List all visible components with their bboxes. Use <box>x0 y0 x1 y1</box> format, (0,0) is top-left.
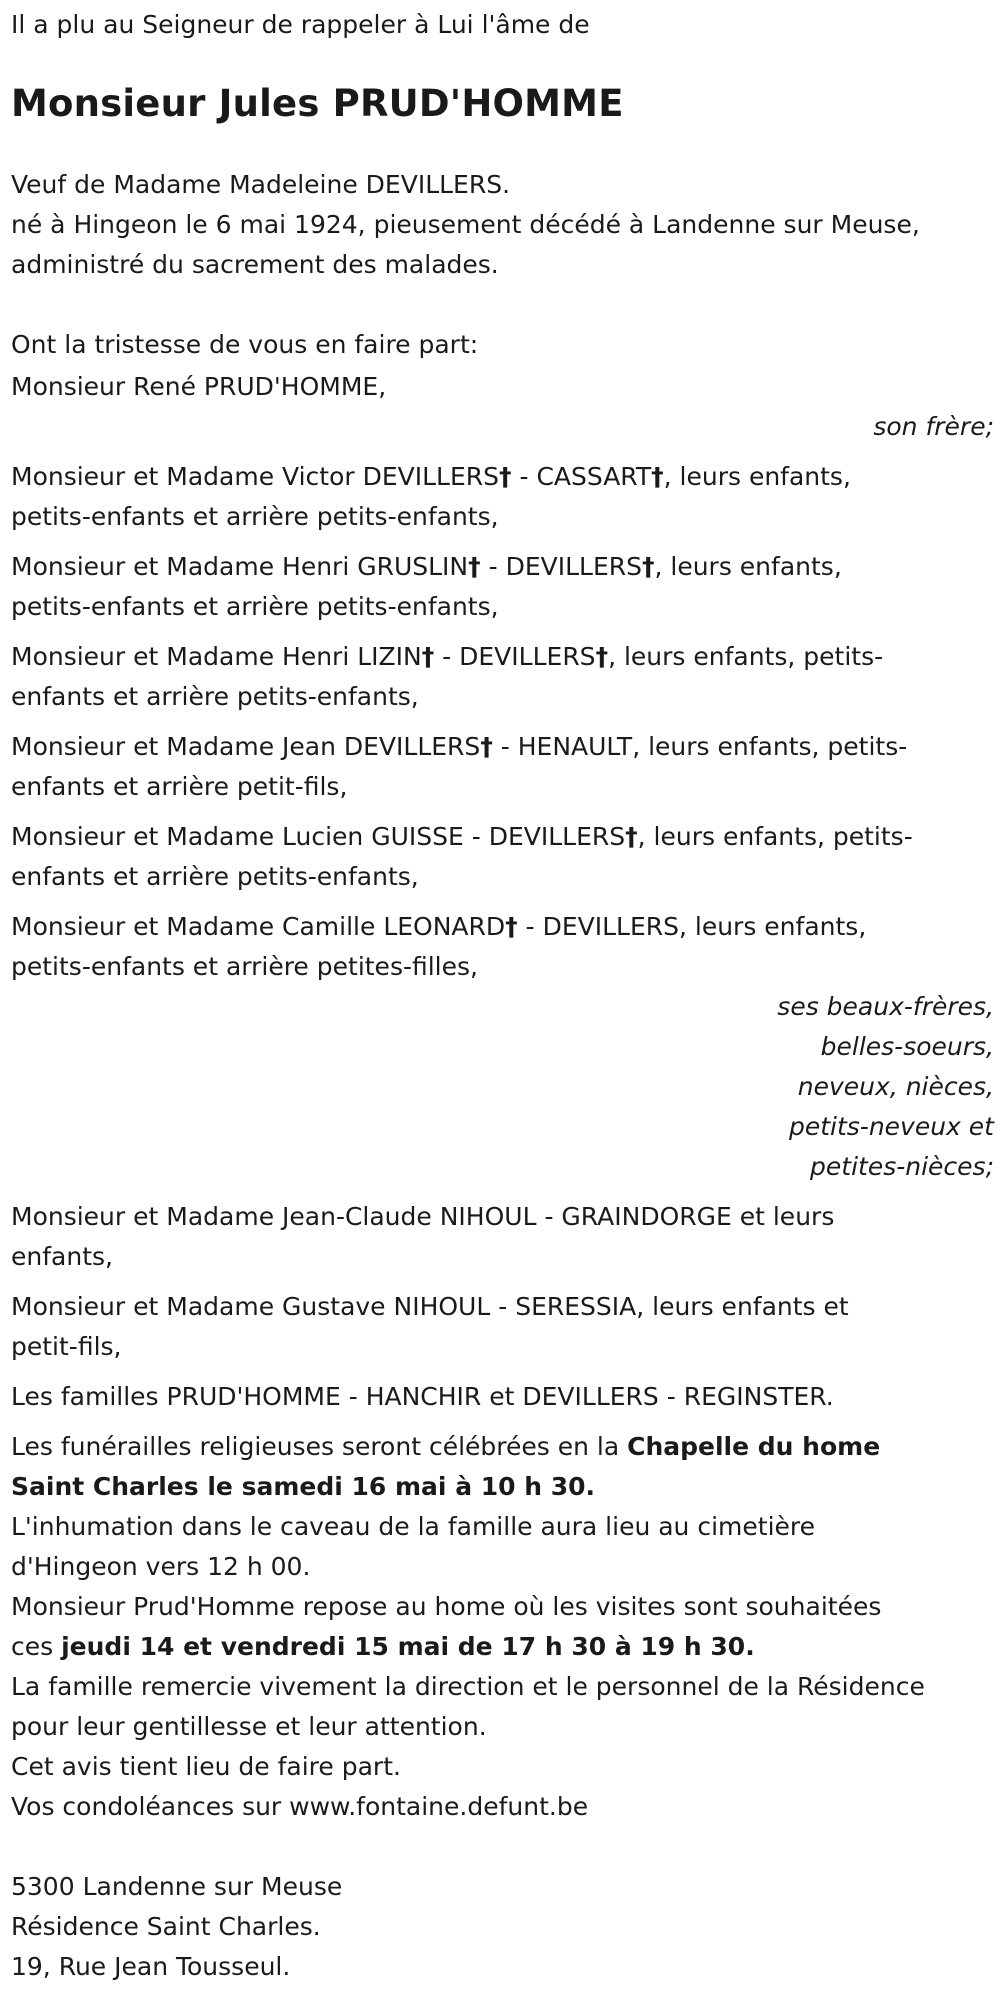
inlaw-entry <box>11 547 996 627</box>
family-entry <box>11 1377 996 1417</box>
brother-name: Monsieur René PRUD'HOMME, <box>11 372 387 401</box>
inlaw-husband: Monsieur et Madame Camille LEONARD <box>11 912 506 941</box>
inlaw-line <box>11 637 996 677</box>
funeral-line: La famille remercie vivement la direction et le personnel de la Résidence <box>11 1672 925 1701</box>
brother-entry <box>11 367 996 447</box>
inlaw-line: petits-enfants et arrière petits-enfants, <box>11 592 499 621</box>
separator: - <box>480 552 506 581</box>
funeral-line: L'inhumation dans le caveau de la famille aura lieu au cimetière <box>11 1512 816 1541</box>
inlaw-line <box>11 907 996 947</box>
deceased-cross-icon: † <box>641 552 655 581</box>
inlaw-entry <box>11 907 996 987</box>
inlaw-wife: DEVILLERS <box>488 822 626 851</box>
relation-line: belles-soeurs, <box>820 1032 994 1061</box>
inlaw-husband: Monsieur et Madame Henri GRUSLIN <box>11 552 469 581</box>
inlaw-wife: DEVILLERS <box>459 642 596 671</box>
relation-line: petits-neveux et <box>788 1112 994 1141</box>
inlaw-husband: Monsieur et Madame Henri LIZIN <box>11 642 422 671</box>
relation-line: petites-nièces; <box>810 1152 994 1181</box>
inlaw-line: enfants et arrière petits-enfants, <box>11 682 419 711</box>
separator: - <box>463 822 489 851</box>
family-entry <box>11 1197 996 1277</box>
inlaw-rest: , leurs enfants, petits- <box>637 822 913 851</box>
inlaws-relation <box>11 987 996 1187</box>
chapel-name: Chapelle du home <box>627 1432 881 1461</box>
deceased-cross-icon: † <box>499 462 512 491</box>
bio-block <box>11 165 996 285</box>
funeral-line <box>11 1427 996 1467</box>
deceased-cross-icon: † <box>421 642 435 671</box>
funeral-line: pour leur gentillesse et leur attention. <box>11 1712 487 1741</box>
inlaw-rest: , leurs enfants, <box>654 552 842 581</box>
family-line: Monsieur et Madame Jean-Claude NIHOUL - GRAINDORGE et leurs <box>11 1202 835 1231</box>
funeral-line <box>11 1627 996 1667</box>
separator: - <box>517 912 543 941</box>
condolences-line: Vos condoléances sur www.fontaine.defunt.be <box>11 1792 589 1821</box>
inlaw-rest: , leurs enfants, <box>663 462 851 491</box>
obituary-notice <box>11 0 996 1987</box>
announce-text: Ont la tristesse de vous en faire part: <box>11 330 479 359</box>
separator: - <box>434 642 460 671</box>
inlaw-entry <box>11 457 996 537</box>
funeral-date: Saint Charles le samedi 16 mai à 10 h 30. <box>11 1472 596 1501</box>
address-line: 5300 Landenne sur Meuse <box>11 1872 343 1901</box>
address-line: Résidence Saint Charles. <box>11 1912 321 1941</box>
deceased-cross-icon: † <box>625 822 638 851</box>
bio-line: Veuf de Madame Madeleine DEVILLERS. <box>11 170 511 199</box>
bio-line: né à Hingeon le 6 mai 1924, pieusement décédé à Landenne sur Meuse, <box>11 210 920 239</box>
inlaw-line: enfants et arrière petits-enfants, <box>11 862 419 891</box>
inlaw-entry <box>11 817 996 897</box>
funeral-details <box>11 1427 996 1827</box>
relation-line: ses beaux-frères, <box>777 992 994 1021</box>
family-line: Monsieur et Madame Gustave NIHOUL - SERESSIA, leurs enfants et <box>11 1292 849 1321</box>
inlaw-wife: HENAULT <box>517 732 633 761</box>
inlaw-line: petits-enfants et arrière petites-filles, <box>11 952 478 981</box>
inlaw-entry <box>11 727 996 807</box>
funeral-line: Monsieur Prud'Homme repose au home où les visites sont souhaitées <box>11 1592 882 1621</box>
deceased-cross-icon: † <box>505 912 518 941</box>
family-line: Les familles PRUD'HOMME - HANCHIR et DEVILLERS - REGINSTER. <box>11 1382 834 1411</box>
inlaw-line: petits-enfants et arrière petits-enfants, <box>11 502 499 531</box>
funeral-line <box>11 1467 996 1507</box>
funeral-text: ces <box>11 1632 62 1661</box>
family-entry <box>11 1287 996 1367</box>
inlaw-rest: , leurs enfants, petits- <box>608 642 884 671</box>
relation-line: neveux, nièces, <box>797 1072 994 1101</box>
inlaw-line: enfants et arrière petit-fils, <box>11 772 348 801</box>
address-block <box>11 1867 996 1987</box>
inlaw-rest: , leurs enfants, petits- <box>632 732 908 761</box>
family-line: enfants, <box>11 1242 113 1271</box>
inlaw-line <box>11 817 996 857</box>
inlaw-line <box>11 457 996 497</box>
inlaw-wife: DEVILLERS <box>542 912 679 941</box>
deceased-cross-icon: † <box>480 732 493 761</box>
deceased-cross-icon: † <box>651 462 664 491</box>
inlaw-entry <box>11 637 996 717</box>
deceased-cross-icon: † <box>595 642 609 671</box>
deceased-cross-icon: † <box>468 552 481 581</box>
intro-text: Il a plu au Seigneur de rappeler à Lui l'âme de <box>11 10 590 39</box>
visiting-hours: jeudi 14 et vendredi 15 mai de 17 h 30 à 19 h 30. <box>61 1632 755 1661</box>
inlaw-line <box>11 727 996 767</box>
others-list <box>11 1197 996 1417</box>
family-line: petit-fils, <box>11 1332 122 1361</box>
separator: - <box>511 462 537 491</box>
separator: - <box>492 732 518 761</box>
inlaw-line <box>11 547 996 587</box>
inlaw-rest: , leurs enfants, <box>678 912 867 941</box>
inlaw-husband: Monsieur et Madame Victor DEVILLERS <box>11 462 500 491</box>
inlaw-husband: Monsieur et Madame Lucien GUISSE <box>11 822 464 851</box>
inlaws-list <box>11 457 996 987</box>
funeral-line: d'Hingeon vers 12 h 00. <box>11 1552 311 1581</box>
brother-relation: son frère; <box>873 412 994 441</box>
inlaw-wife: DEVILLERS <box>505 552 642 581</box>
inlaw-husband: Monsieur et Madame Jean DEVILLERS <box>11 732 481 761</box>
inlaw-wife: CASSART <box>536 462 652 491</box>
bio-line: administré du sacrement des malades. <box>11 250 499 279</box>
funeral-text: Les funérailles religieuses seront célébrées en la <box>11 1432 628 1461</box>
deceased-name: Monsieur Jules PRUD'HOMME <box>11 82 624 125</box>
funeral-line: Cet avis tient lieu de faire part. <box>11 1752 401 1781</box>
address-line: 19, Rue Jean Tousseul. <box>11 1952 291 1981</box>
